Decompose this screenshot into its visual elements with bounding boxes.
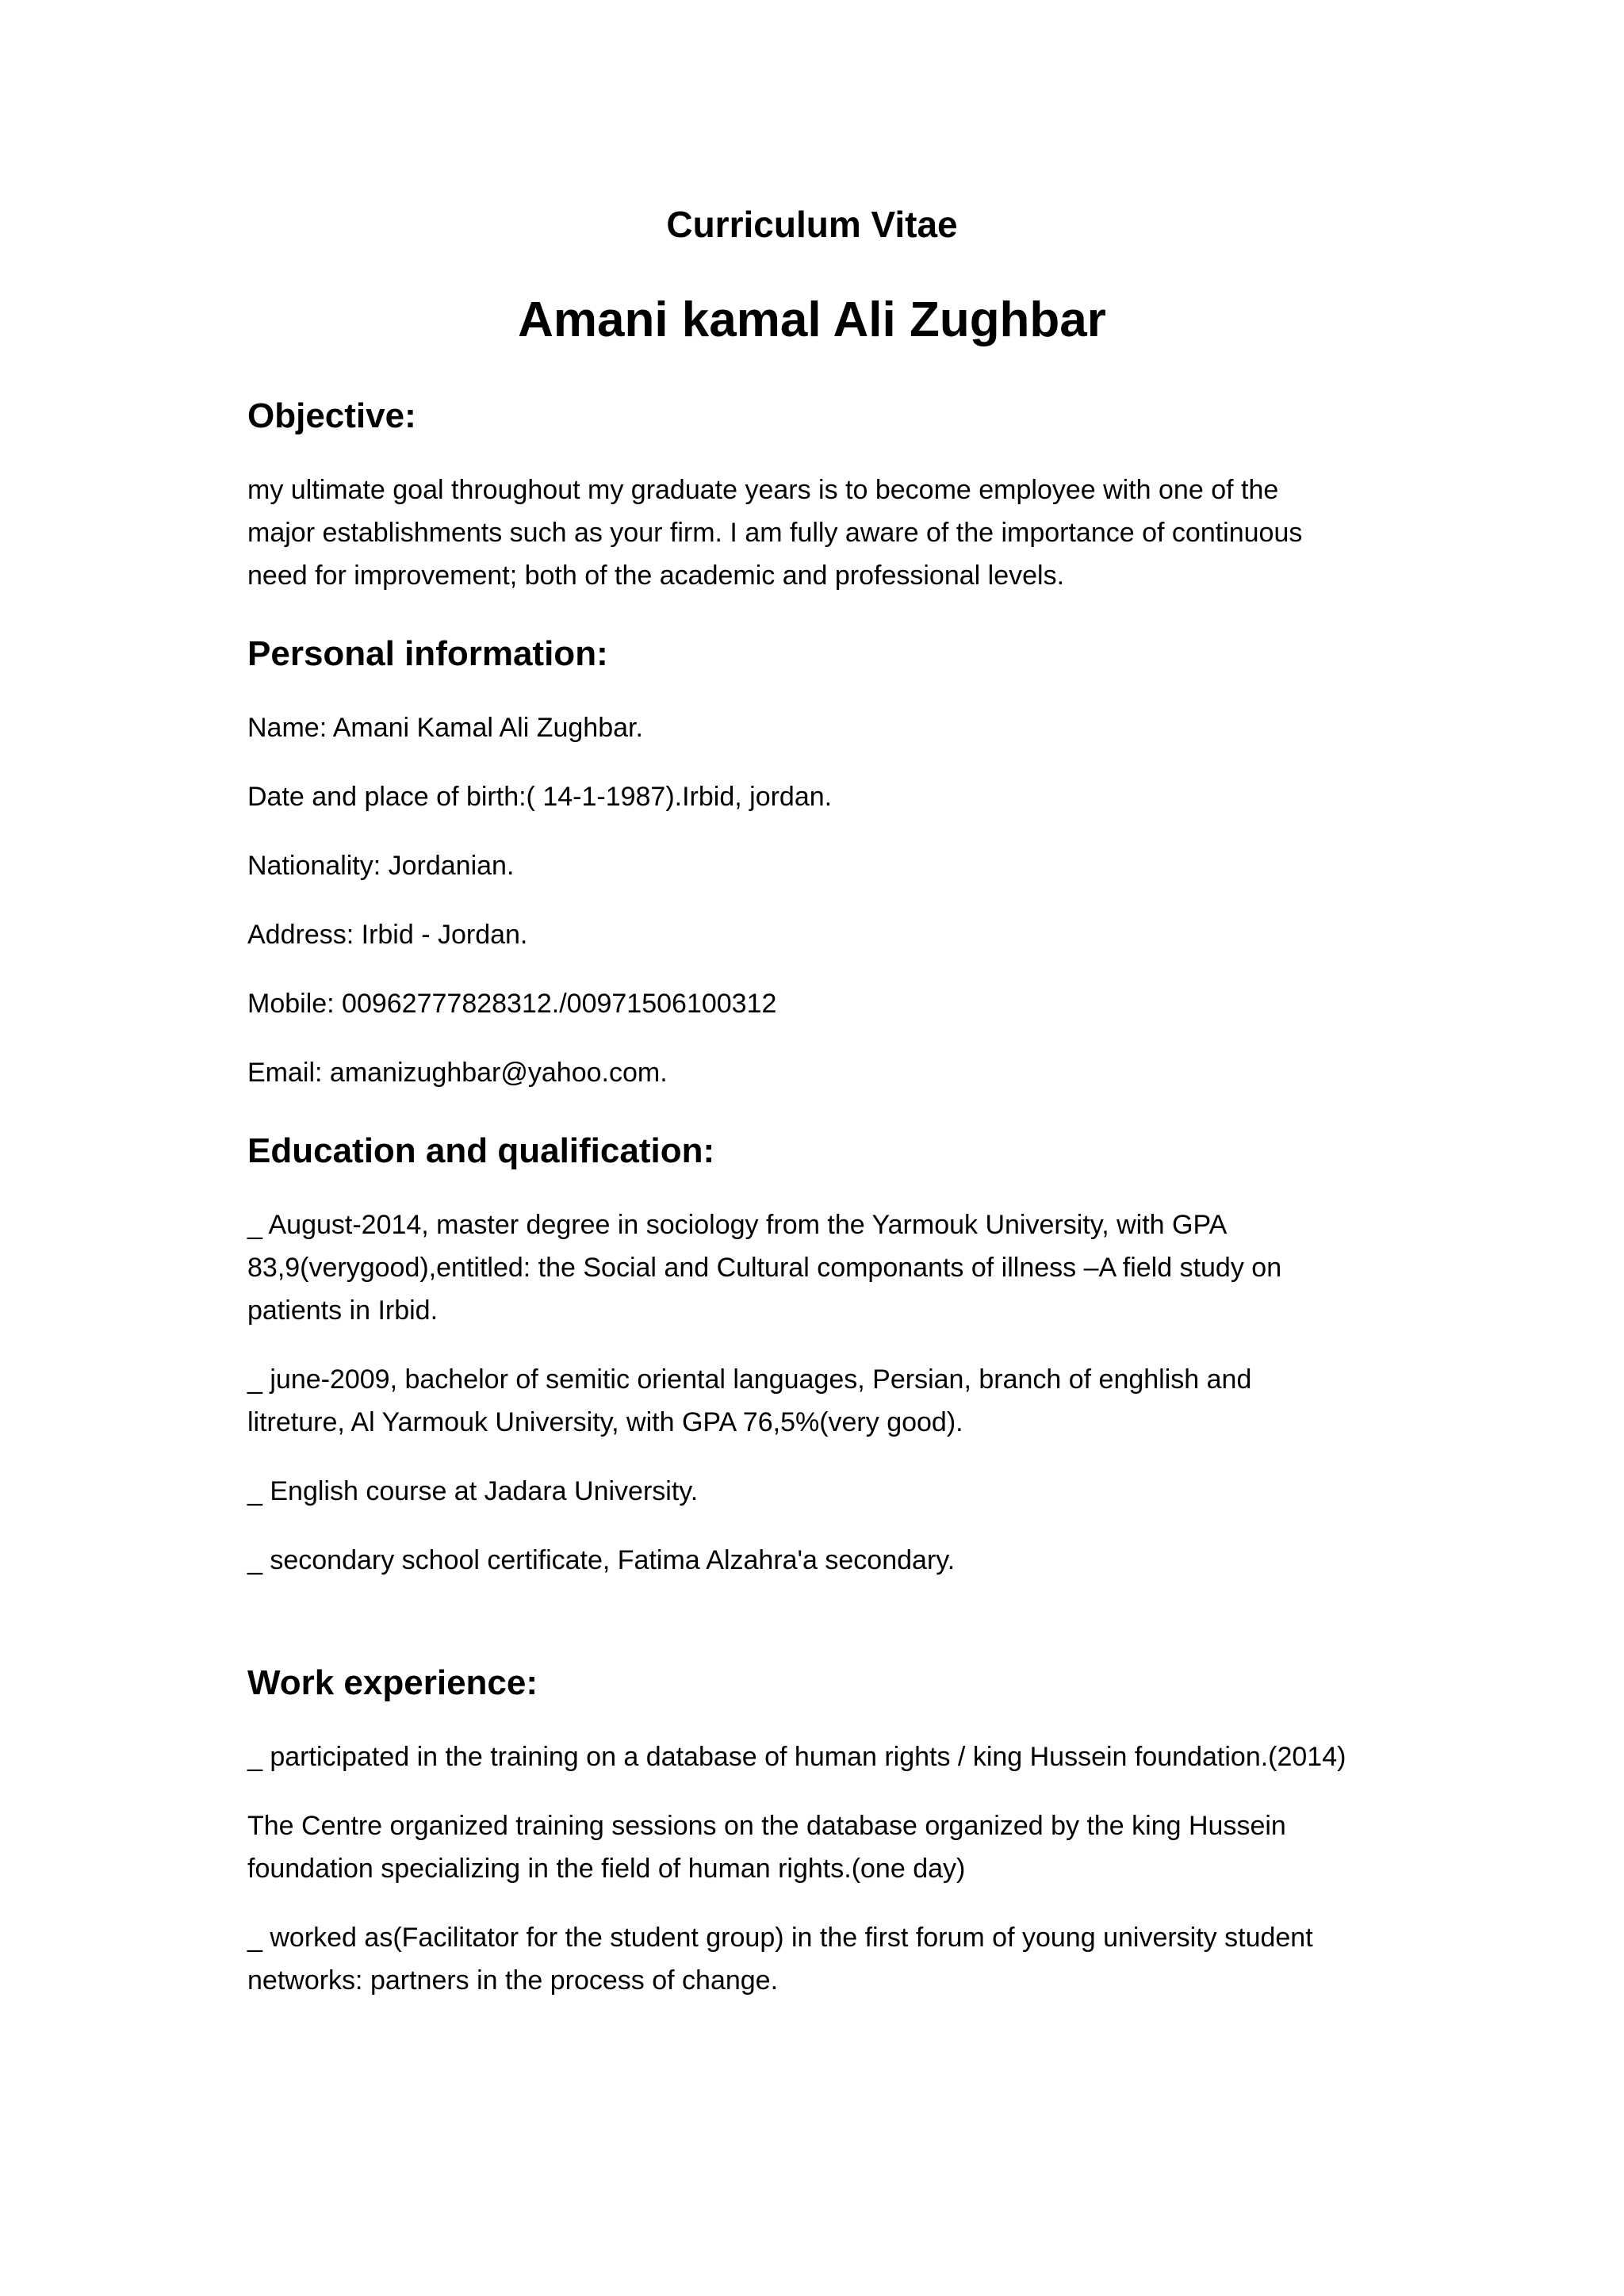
work-line: foundation specializing in the field of human rights.(one day) [247, 1854, 966, 1884]
work-line: The Centre organized training sessions on the database organized by the king Hussein [247, 1811, 1286, 1841]
personal-email: Email: amanizughbar@yahoo.com. [247, 1058, 668, 1088]
work-heading: Work experience: [247, 1663, 538, 1702]
work-line: _ worked as(Facilitator for the student group) in the first forum of young university student [247, 1923, 1313, 1953]
candidate-name: Amani kamal Ali Zughbar [518, 293, 1106, 347]
work-section [247, 1661, 1413, 2002]
education-line: _ june-2009, bachelor of semitic oriental languages, Persian, branch of enghlish and [247, 1364, 1252, 1395]
personal-section [247, 632, 1413, 1094]
work-line: networks: partners in the process of change. [247, 1965, 779, 1996]
personal-address: Address: Irbid - Jordan. [247, 920, 528, 950]
document-title: Curriculum Vitae [666, 204, 958, 245]
education-line: patients in Irbid. [247, 1295, 439, 1326]
work-entry [247, 1804, 1413, 1890]
objective-line: need for improvement; both of the academic and professional levels. [247, 561, 1065, 591]
personal-mobile: Mobile: 00962777828312./00971506100312 [247, 989, 777, 1019]
objective-line: my ultimate goal throughout my graduate years is to become employee with one of the [247, 475, 1279, 505]
education-line: 83,9(verygood),entitled: the Social and Cultural componants of illness –A field study on [247, 1253, 1282, 1283]
work-entry [247, 1735, 1413, 1778]
education-line: litreture, Al Yarmouk University, with GPA 76,5%(very good). [247, 1407, 963, 1437]
cv-content [247, 394, 1413, 2002]
personal-heading: Personal information: [247, 634, 608, 673]
education-line: _ August-2014, master degree in sociology from the Yarmouk University, with GPA [247, 1210, 1228, 1240]
education-line: _ English course at Jadara University. [247, 1476, 699, 1506]
objective-heading: Objective: [247, 396, 416, 435]
objective-section [247, 394, 1413, 597]
education-entry [247, 1539, 1413, 1582]
work-entry [247, 1916, 1413, 2002]
education-line: _ secondary school certificate, Fatima Alzahra'a secondary. [247, 1545, 956, 1575]
objective-line: major establishments such as your firm. I am fully aware of the importance of continuous [247, 518, 1303, 548]
education-section [247, 1129, 1413, 1582]
education-entry [247, 1358, 1413, 1444]
education-heading: Education and qualification: [247, 1131, 715, 1170]
work-line: _ participated in the training on a database of human rights / king Hussein foundation.(2014) [247, 1742, 1346, 1772]
objective-text [247, 469, 1413, 597]
education-entry [247, 1470, 1413, 1513]
personal-birth: Date and place of birth:( 14-1-1987).Irbid, jordan. [247, 782, 833, 812]
personal-name: Name: Amani Kamal Ali Zughbar. [247, 713, 643, 743]
education-entry [247, 1203, 1413, 1332]
personal-nationality: Nationality: Jordanian. [247, 851, 515, 881]
